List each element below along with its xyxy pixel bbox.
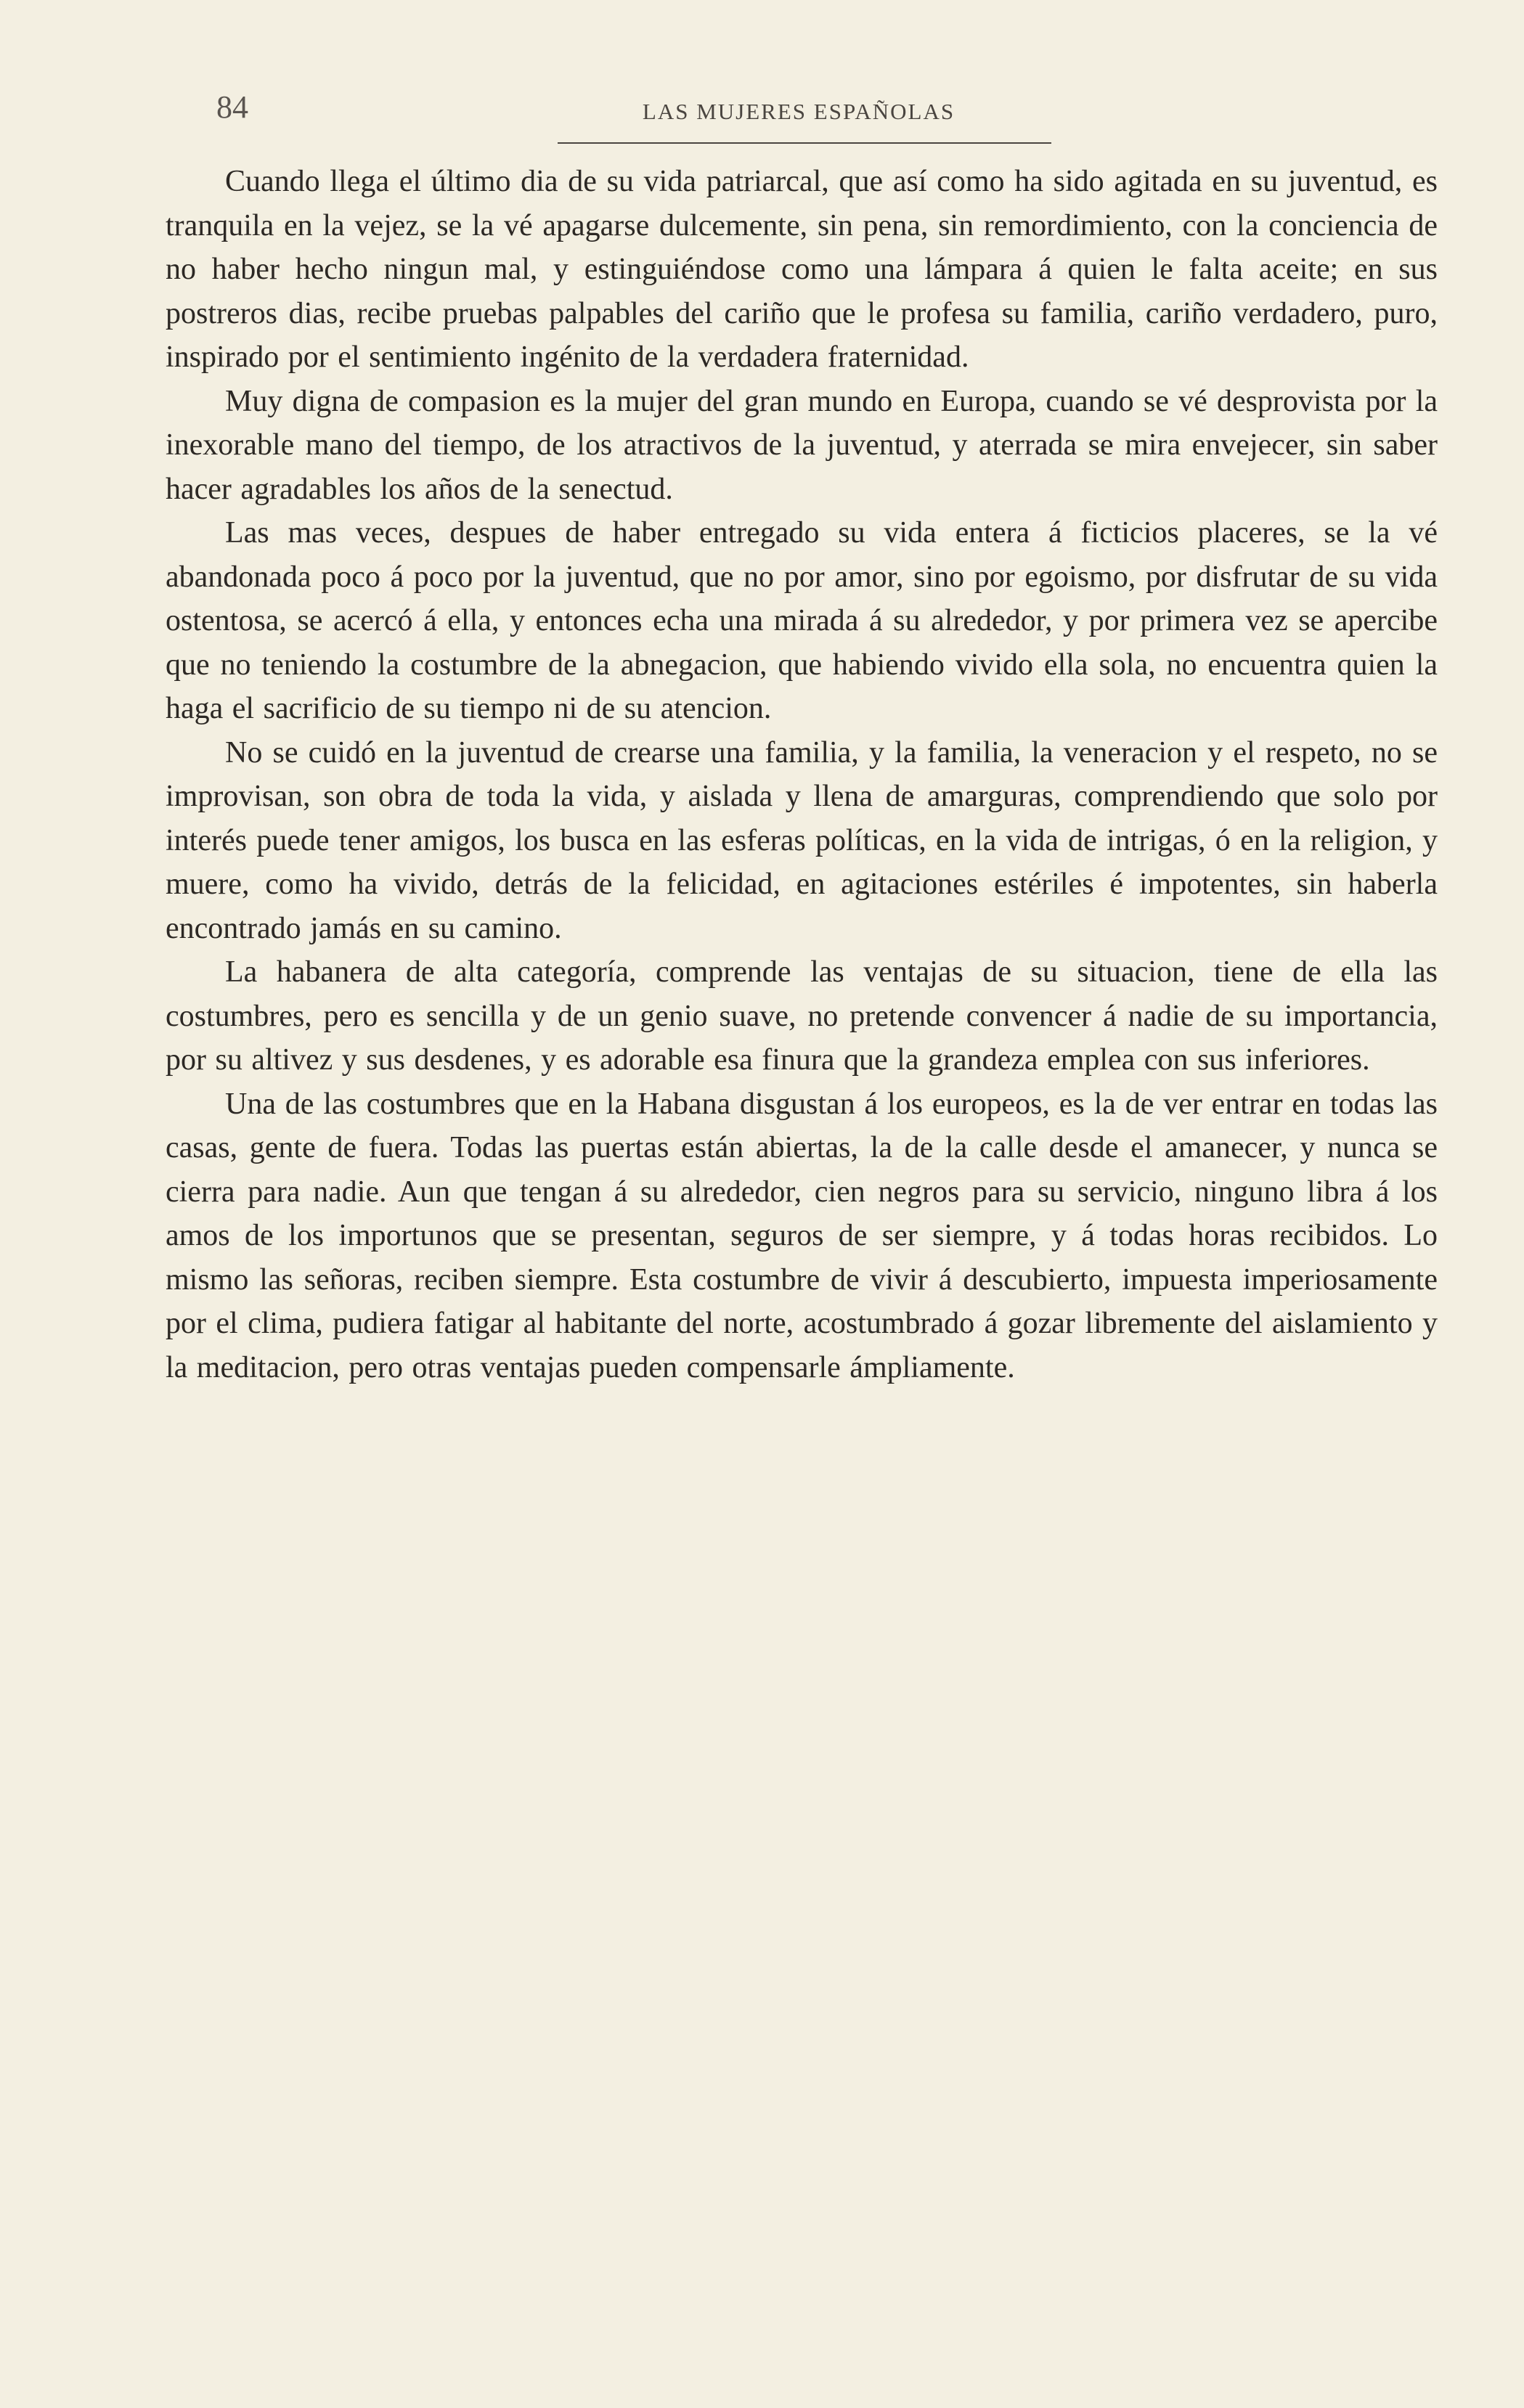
running-title: LAS MUJERES ESPAÑOLAS <box>642 99 955 124</box>
header-rule <box>558 142 1051 144</box>
paragraph: Las mas veces, despues de haber entregado su vida entera á ficticios placeres, se la vé abandonada poco á poco por la juventud, que no por amor, sino por egoismo, por disfrutar de su vida ostentosa, se acercó á ella, y entonces echa una mirada á su alrededor, y por primera vez se apercibe que no teniendo la costumbre de la abnegacion, que habiendo vivido ella sola, no encuentra quien la haga el sacrificio de su tiempo ni de su atencion. <box>166 516 1438 725</box>
paragraph: No se cuidó en la juventud de crearse una familia, y la familia, la veneracion y el respeto, no se improvisan, son obra de toda la vida, y aislada y llena de amarguras, comprendiendo que solo por interés puede tener amigos, los busca en las esferas políticas, en la vida de intrigas, ó en la religion, y muere, como ha vivido, detrás de la felicidad, en agitaciones estériles é impotentes, sin haberla encontrado jamás en su camino. <box>166 735 1438 945</box>
page-number: 84 <box>216 89 248 125</box>
page-header <box>166 89 1432 132</box>
paragraph: La habanera de alta categoría, comprende las ventajas de su situacion, tiene de ella las costumbres, pero es sencilla y de un genio suave, no pretende convencer á nadie de su importancia, por su altivez y sus desdenes, y es adorable esa finura que la grandeza emplea con sus inferiores. <box>166 955 1438 1077</box>
paragraph: Cuando llega el último dia de su vida patriarcal, que así como ha sido agitada en su juventud, es tranquila en la vejez, se la vé apagarse dulcemente, sin pena, sin remordimiento, con la conciencia de no haber hecho ningun mal, y estinguiéndose como una lámpara á quien le falta aceite; en sus postreros dias, recibe pruebas palpables del cariño que le profesa su familia, cariño verdadero, puro, inspirado por el sentimiento ingénito de la verdadera fraternidad. <box>166 165 1438 374</box>
paragraph: Muy digna de compasion es la mujer del gran mundo en Europa, cuando se vé desprovista por la inexorable mano del tiempo, de los atractivos de la juventud, y aterrada se mira envejecer, sin saber hacer agradables los años de la senectud. <box>166 384 1438 506</box>
body-text <box>166 160 1438 1389</box>
paragraph: Una de las costumbres que en la Habana disgustan á los europeos, es la de ver entrar en todas las casas, gente de fuera. Todas las puertas están abiertas, la de la calle desde el amanecer, y nunca se cierra para nadie. Aun que tengan á su alrededor, cien negros para su servicio, ninguno libra á los amos de los importunos que se presentan, seguros de ser siempre, y á todas horas recibidos. Lo mismo las señoras, reciben siempre. Esta costumbre de vivir á descubierto, impuesta imperiosamente por el clima, pudiera fatigar al habitante del norte, acostumbrado á gozar libremente del aislamiento y la meditacion, pero otras ventajas pueden compensarle ámpliamente. <box>166 1087 1438 1384</box>
